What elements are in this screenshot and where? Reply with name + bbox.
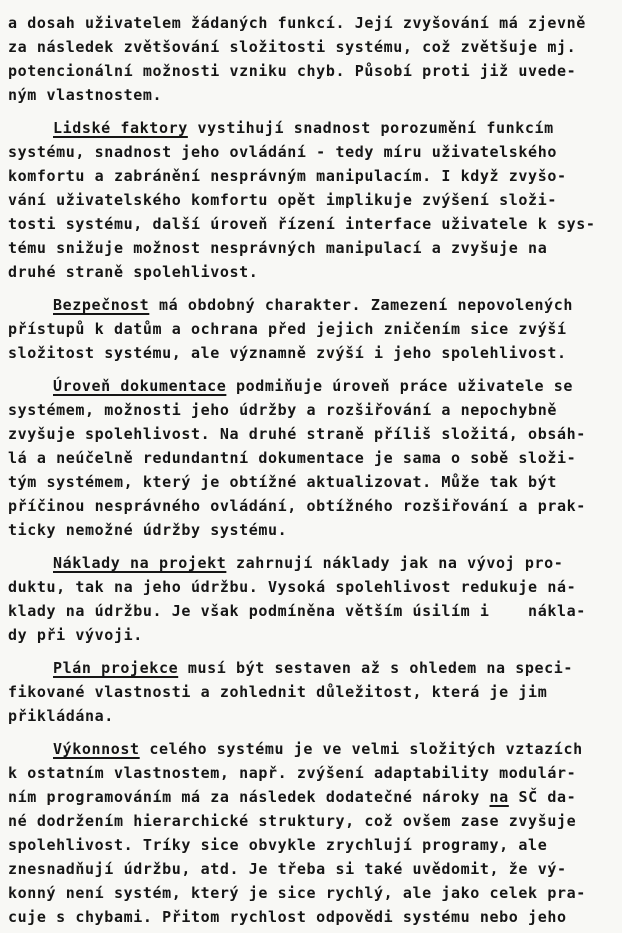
text-segment: vání uživatelského komfortu opět implikuje zvýšení složi- — [8, 191, 557, 209]
text-segment: celého systému je ve velmi složitých vztazích — [139, 740, 583, 758]
text-line — [8, 551, 616, 575]
text-line — [8, 656, 616, 680]
text-line — [8, 599, 616, 623]
text-segment: duktu, tak na jeho údržbu. Vysoká spolehlivost redukuje ná- — [8, 578, 577, 596]
text-segment: za následek zvětšování složitosti systému, což zvětšuje mj. — [8, 38, 577, 56]
underlined-term: Úroveň dokumentace — [53, 377, 227, 395]
paragraph — [8, 551, 616, 647]
text-segment: komfortu a zabránění nesprávným manipulacím. I když zvyšo- — [8, 167, 567, 185]
text-line — [8, 422, 616, 446]
text-segment: složitost systému, ale významně zvýší i jeho spolehlivost. — [8, 344, 567, 362]
text-segment: systémem, možnosti jeho údržby a rozšiřování a nepochybně — [8, 401, 557, 419]
text-line — [8, 341, 616, 365]
underlined-term: Náklady na projekt — [53, 554, 227, 572]
text-segment: musí být sestaven až s ohledem na speci- — [178, 659, 574, 677]
text-line — [8, 83, 616, 107]
text-line — [8, 704, 616, 728]
underlined-term: Lidské faktory — [53, 119, 188, 137]
text-line — [8, 116, 616, 140]
text-segment: k ostatním vlastnostem, např. zvýšení adaptability modulár- — [8, 764, 577, 782]
text-segment: příčinou nesprávného ovládání, obtížného rozšiřování a prak- — [8, 497, 586, 515]
text-line — [8, 833, 616, 857]
text-line — [8, 680, 616, 704]
text-segment: ticky nemožné údržby systému. — [8, 521, 288, 539]
text-segment: potencionální možnosti vzniku chyb. Působí proti již uvede- — [8, 62, 577, 80]
paragraph — [8, 11, 616, 107]
text-segment: přístupů k datům a ochrana před jejich zničením sice zvýší — [8, 320, 567, 338]
paragraph — [8, 374, 616, 542]
text-line — [8, 494, 616, 518]
text-line — [8, 140, 616, 164]
text-segment: druhé straně spolehlivost. — [8, 263, 259, 281]
text-segment: SČ da- — [508, 788, 577, 806]
text-segment: vystihují snadnost porozumění funkcím — [187, 119, 554, 137]
text-line — [8, 623, 616, 647]
text-line — [8, 761, 616, 785]
text-segment: má obdobný charakter. Zamezení nepovolených — [149, 296, 574, 314]
text-line — [8, 212, 616, 236]
text-segment: znesnadňují údržbu, atd. Je třeba si také uvědomit, že vý- — [8, 860, 567, 878]
underlined-term: Plán projekce — [53, 659, 179, 677]
text-line — [8, 518, 616, 542]
paragraph — [8, 656, 616, 728]
text-segment: fikované vlastnosti a zohlednit důležitost, která je jim — [8, 683, 548, 701]
text-segment: ným vlastnostem. — [8, 86, 163, 104]
underlined-term: na — [489, 788, 509, 806]
text-line — [8, 737, 616, 761]
text-segment: tým systémem, který je obtížné aktualizovat. Může tak být — [8, 473, 557, 491]
underlined-term: Bezpečnost — [53, 296, 150, 314]
text-line — [8, 470, 616, 494]
text-segment: lá a neúčelně redundantní dokumentace je sama o sobě složi- — [8, 449, 577, 467]
text-segment: podmiňuje úroveň práce uživatele se — [226, 377, 574, 395]
text-segment: klady na údržbu. Je však podmíněna větším úsilím i nákla- — [8, 602, 586, 620]
text-segment: né dodržením hierarchické struktury, což ovšem zase zvyšuje — [8, 812, 577, 830]
text-line — [8, 575, 616, 599]
underlined-term: Výkonnost — [53, 740, 140, 758]
text-line — [8, 35, 616, 59]
text-segment: zvyšuje spolehlivost. Na druhé straně příliš složitá, obsáh- — [8, 425, 586, 443]
text-segment: cuje s chybami. Přitom rychlost odpovědi systému nebo jeho — [8, 908, 567, 926]
paragraph — [8, 293, 616, 365]
text-segment: systému, snadnost jeho ovládání - tedy míru uživatelského — [8, 143, 557, 161]
text-segment: zahrnují náklady jak na vývoj pro- — [226, 554, 564, 572]
text-segment: přikládána. — [8, 707, 114, 725]
text-segment: tému snižuje možnost nesprávných manipulací a zvyšuje na — [8, 239, 548, 257]
text-line — [8, 11, 616, 35]
text-line — [8, 785, 616, 809]
text-segment: spolehlivost. Tríky sice obvykle zrychlují programy, ale — [8, 836, 548, 854]
text-segment: a dosah uživatelem žádaných funkcí. Její zvyšování má zjevně — [8, 14, 586, 32]
text-line — [8, 446, 616, 470]
paragraph — [8, 737, 616, 929]
paragraph — [8, 116, 616, 284]
text-line — [8, 809, 616, 833]
text-line — [8, 398, 616, 422]
text-line — [8, 857, 616, 881]
text-line — [8, 164, 616, 188]
text-line — [8, 374, 616, 398]
text-line — [8, 905, 616, 929]
text-segment: dy při vývoji. — [8, 626, 143, 644]
text-segment: ním programováním má za následek dodatečné nároky — [8, 788, 490, 806]
text-segment: tosti systému, další úroveň řízení interface uživatele k sys- — [8, 215, 596, 233]
text-segment: konný není systém, který je sice rychlý, ale jako celek pra- — [8, 884, 586, 902]
text-line — [8, 188, 616, 212]
text-line — [8, 260, 616, 284]
text-line — [8, 317, 616, 341]
text-line — [8, 881, 616, 905]
text-line — [8, 236, 616, 260]
text-line — [8, 293, 616, 317]
text-line — [8, 59, 616, 83]
